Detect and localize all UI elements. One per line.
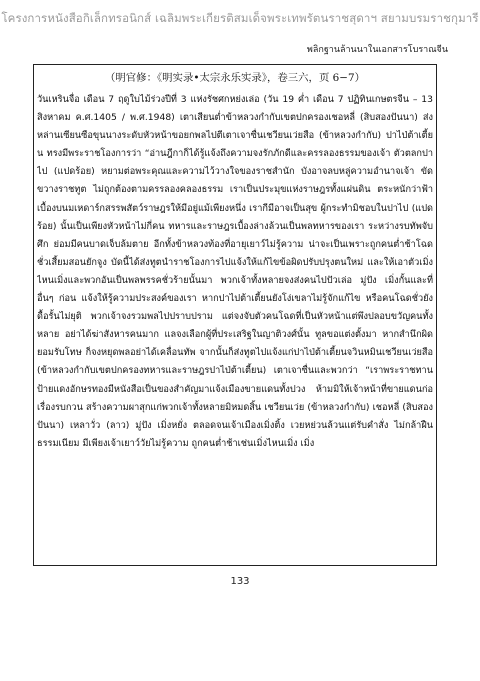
book-title: พลิกฐานล้านนาในเอกสารโบราณจีน bbox=[306, 45, 448, 55]
translated-passage: วันเหรินจื่อ เดือน 7 ฤดูใบไม้ร่วงปีที่ 3 แห่งรัชศกหย่งเล่อ (วัน 19 ค่ำ เดือน 7 ปฏิทินเกษตรจีน – 13 สิงหาคม ค.ศ.1405 / พ.ศ.1948) เตาเสียนต่ำข้าหลวงกำกับเขตปกครองเชอหลี่ (สิบสองปันนา) ส่งหล่านเซียนซือขุนนางระดับหัวหน้าขอยกพลไปตีเตาเจาซื่นเชวียนเว่ยสือ (ข้าหลวงกำกับ) ปาไป่ต้าเตี้ยน ทรงมีพระราชโองการว่า “อ่านฎีกาก็ได้รู้แจ้งถึงความจงรักภักดีและครรลองธรรมของเจ้า ตัวตลกปาไป (แปดร้อย) หยามต่อพระคุณและความไว้วางใจของราชสำนัก บังอาจลบหลู่ความอำนาจเจ้า ขัดขวางราชทูต ไม่ถูกต้องตามครรลองคลองธรรม เราเป็นประมุขแห่งราษฎรทั้งแผ่นดิน ตระหนักว่าฟ้าเบื้องบนมเหดาร์กสรรพสัตว์ราษฎรให้มีอยู่แม้เพียงหนึ่ง เรากีมีอาจเป็นสุข ผู้กระทำมิชอบในปาไป (แปดร้อย) นั้นเป็นเพียงหัวหน้าไม่กี่คน ทหารและราษฎรเบื้องล่างล้วนเป็นพลทหารของเรา ระหว่างรบทัพจับศึก ย่อมมีคนบาดเจ็บล้มตาย อีกทั้งข้าหลวงท้องที่อายุเยาว์ไม่รู้ความ น่าจะเป็นเพราะถูกคนต่ำช้าโฉดชั่วเสี้ยมสอนยักจูง บัดนี้ได้ส่งทูตนำราชโองการไปแจ้งให้แก้ไขข้อผิดปรับปรุงตนใหม่ และให้เอาตัวเมิ่งไหนเมิ่งและพวกอันเป็นพลพรรคชั่วร้ายนั้นมา พวกเจ้าทั้งหลายจงส่งคนไปปัวเล่อ มู่ปัง เมิ่งกั้นและที่อื่นๆ ก่อน แจ้งให้รู้ความประสงค์ของเรา หากปาไปต้าเตี้ยนยังโง่เขลาไม่รู้จักแก้ไข หรือคนโฉดชั่วยังดื้อรั้นไม่ยุติ พวกเจ้าจงรวมพลไปปราบปราม แต่จงจับตัวคนโฉดที่เป็นหัวหน้าแต่พึงปลอบขวัญคนทั้งหลาย อย่าได้ฆ่าสังหารคนมาก แลจงเลือกผู้ที่ประเสริฐในญาติวงศ์นั้น ทูลขอแต่งตั้งมา หากสำนึกผิดยอมรับโทษ ก็จงหยุดพลอย่าได้เคลื่อนทัพ จากนั้นก็ส่งทูตไปแจ้งแก่ปาไป่ต้าเตี้ยนจวินหมินเชวียนเว่ยสือ (ข้าหลวงกำกับเขตปกครองทหารและราษฎรปาไป่ต้าเตี้ยน) เตาเจาซื่นและพวกว่า “เราพระราชทานป้ายแดงอักษรทองมีหนังสือเป็นของสำคัญมาแจ้งเมืองขายแดนทั้งปวง ห้ามมิให้เจ้าหน้าที่ขายแดนก่อเรื่องรบกวน สร้างความผาสุกแก่พวกเจ้าทั้งหลายมิหมดสิ้น เชวียนเว่ย (ข้าหลวงกำกับ) เชอหลี่ (สิบสองปันนา) เหลาวั่ว (ลาว) มู่ปัง เมิ่งหยั่ง ตลอดจนเจ้าเมืองเมิ่งติ้ง เวยหย่วนล้วนแต่รับคำสั่ง ไม่กล้าฝืนธรรมเนียม มีเพียงเจ้าเยาว์วัยไม่รู้ความ ถูกคนต่ำช้าเช่นเมิ่งไหนเมิ่ง เมิ่ง bbox=[37, 94, 433, 449]
quoted-text-box bbox=[33, 64, 437, 566]
page-number: 133 bbox=[230, 576, 250, 587]
book-series-title: โครงการหนังสือกิเล็กทรอนิกส์ เฉลิมพระเกียรติสมเด็จพระเทพรัตนราชสุดาฯ สยามบรมราชกุมารี bbox=[1, 11, 479, 25]
source-citation: （明官修：《明实录•太宗永乐实录》，卷三六，页 6−7） bbox=[105, 72, 365, 84]
